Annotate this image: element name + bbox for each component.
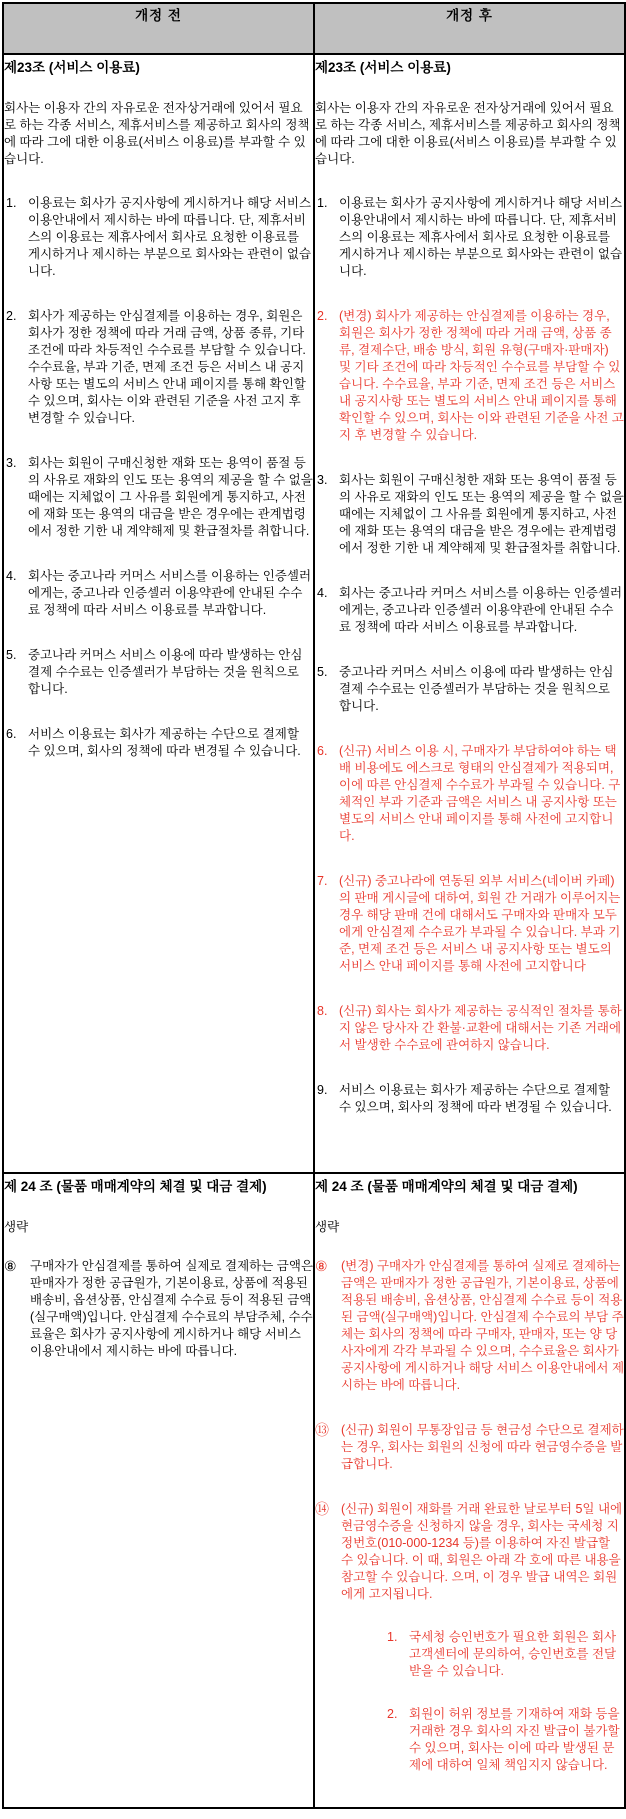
item-number: 6. bbox=[6, 727, 17, 741]
item-number: 1. bbox=[317, 196, 328, 210]
article-title: 제 24 조 (물품 매매계약의 체결 및 대금 결제) bbox=[315, 1179, 578, 1194]
item-text: (신규) 서비스 이용 시, 구매자가 부담하여야 하는 택배 비용에도 에스크로 형태의 안심결제가 적용되며, 이에 따른 안심결제 수수료가 부과될 수 있습니다. 구체적인 부과 기준과 금액은 서비스 내 공지사항 또는 별도의 서비스 안내 페이지를 통해 사전에 고지합니다. bbox=[339, 744, 621, 843]
list-item bbox=[315, 195, 624, 280]
item-text: 회사는 중고나라 커머스 서비스를 이용하는 인증셀러에게는, 중고나라 인증셀러 이용약관에 안내된 수수료 정책에 따라 서비스 이용료를 부과합니다. bbox=[28, 569, 312, 617]
table-header-row bbox=[3, 3, 625, 54]
sub-list bbox=[385, 1629, 624, 1774]
item-number: 1. bbox=[6, 196, 17, 210]
list-item-changed bbox=[315, 1422, 624, 1473]
article-23-row bbox=[3, 54, 625, 1173]
omitted-note: 생략 bbox=[315, 1220, 340, 1234]
article-intro: 회사는 이용자 간의 자유로운 전자상거래에 있어서 필요로 하는 각종 서비스, 제휴서비스를 제공하고 회사의 정책에 따라 그에 대한 이용료(서비스 이용료)를 부과할 수 있습니다. bbox=[4, 101, 310, 166]
item-number: 5. bbox=[6, 648, 17, 662]
list-item bbox=[315, 664, 624, 715]
item-number: 6. bbox=[317, 744, 328, 758]
list-item-changed bbox=[315, 873, 624, 975]
list-item-changed bbox=[315, 743, 624, 845]
article-23-before-cell bbox=[3, 54, 314, 1173]
article-title: 제23조 (서비스 이용료) bbox=[315, 60, 451, 75]
subitem-text: 회원이 허위 정보를 기재하여 재화 등을 거래한 경우 회사의 자진 발급이 불가할 수 있으며, 회사는 이에 따라 발생된 문제에 대하여 일체 책임지지 않습니다. bbox=[409, 1707, 620, 1772]
item-text: 중고나라 커머스 서비스 이용에 따라 발생하는 안심결제 수수료는 인증셀러가 부담하는 것을 원칙으로 합니다. bbox=[28, 648, 303, 696]
list-item bbox=[4, 195, 313, 280]
item-text: (변경) 회사가 제공하는 안심결제를 이용하는 경우, 회원은 회사가 정한 정책에 따라 거래 금액, 상품 종류, 결제수단, 배송 방식, 회원 유형(구매자·판매자) 및 기타 조건에 따라 차등적인 수수료를 부담할 수 있습니다. 수수료율, 부과 기준, 면제 조건 등은 서비스 내 공지사항 또는 별도의 서비스 안내 페이지를 통해 확인할 수 있으며, 회사는 이와 관련된 기준을 사전 고지 후 변경할 수 있습니다. bbox=[339, 309, 624, 442]
header-after-cell: 개정 후 bbox=[314, 3, 625, 54]
list-item-changed bbox=[315, 1003, 624, 1054]
list-item bbox=[4, 455, 313, 540]
item-number: 4. bbox=[6, 569, 17, 583]
item-text: 회사는 회원이 구매신청한 재화 또는 용역이 품절 등의 사유로 재화의 인도 또는 용역의 제공을 할 수 없을 때에는 지체없이 그 사유를 회원에게 통지하고, 사전에 재화 또는 용역의 대금을 받은 경우에는 관계법령에서 정한 기한 내 계약해제 및 환급절차를 취합니다. bbox=[339, 473, 624, 555]
comparison-table bbox=[2, 2, 626, 1809]
item-text: 구매자가 안심결제를 통하여 실제로 결제하는 금액은 판매자가 정한 공급원가, 기본이용료, 상품에 적용된 배송비, 옵션상품, 안심결제 수수료 등이 적용된 금액(실구매액)입니다. 안심결제 수수료의 부담주체, 수수료율은 회사가 공지사항에 게시하거나 해당 서비스 이용안내에서 제시하는 바에 따릅니다. bbox=[30, 1259, 314, 1358]
list-item bbox=[315, 1082, 624, 1116]
item-text: 서비스 이용료는 회사가 제공하는 수단으로 결제할 수 있으며, 회사의 정책에 따라 변경될 수 있습니다. bbox=[339, 1083, 612, 1114]
subitem-text: 국세청 승인번호가 필요한 회원은 회사 고객센터에 문의하여, 승인번호를 전달받을 수 있습니다. bbox=[409, 1630, 617, 1678]
item-number-circled: ⑬ bbox=[315, 1422, 329, 1438]
item-text: (신규) 회사는 회사가 제공하는 공식적인 절차를 통하지 않은 당사자 간 환불·교환에 대해서는 기존 거래에서 발생한 수수료에 관여하지 않습니다. bbox=[339, 1004, 622, 1052]
article-23-after-cell bbox=[314, 54, 625, 1173]
omitted-note: 생략 bbox=[4, 1220, 29, 1234]
item-number: 4. bbox=[317, 586, 328, 600]
article-24-before-cell bbox=[3, 1173, 314, 1808]
item-number: 3. bbox=[317, 473, 328, 487]
sub-list-item bbox=[385, 1629, 624, 1680]
article-24-row bbox=[3, 1173, 625, 1808]
list-item bbox=[315, 585, 624, 636]
item-text: 이용료는 회사가 공지사항에 게시하거나 해당 서비스 이용안내에서 제시하는 바에 따릅니다. 단, 제휴서비스의 이용료는 제휴사에서 회사로 요청한 이용료를 게시하거나 제시하는 부분으로 회사와는 관련이 없습니다. bbox=[28, 196, 312, 278]
item-number: 9. bbox=[317, 1083, 328, 1097]
item-text: (신규) 회원이 재화를 거래 완료한 날로부터 5일 내에 현금영수증을 신청하지 않을 경우, 회사는 국세청 지정번호(010-000-1234 등)를 이용하여 자진 발급할 수 있습니다. 이 때, 회원은 아래 각 호에 따른 내용을 참고할 수 있습니다. 으며, 이 경우 발급 내역은 회원에게 고지됩니다. bbox=[341, 1502, 623, 1601]
item-text: 이용료는 회사가 공지사항에 게시하거나 해당 서비스 이용안내에서 제시하는 바에 따릅니다. 단, 제휴서비스의 이용료는 제휴사에서 회사로 요청한 이용료를 게시하거나 제시하는 부분으로 회사와는 관련이 없습니다. bbox=[339, 196, 623, 278]
list-item bbox=[4, 1258, 313, 1360]
list-item bbox=[4, 568, 313, 619]
item-text: 서비스 이용료는 회사가 제공하는 수단으로 결제할 수 있으며, 회사의 정책에 따라 변경될 수 있습니다. bbox=[28, 727, 301, 758]
list-item-changed bbox=[315, 1258, 624, 1394]
item-number-circled: ⑭ bbox=[315, 1501, 329, 1517]
item-number: 7. bbox=[317, 874, 328, 888]
item-number: 2. bbox=[6, 309, 17, 323]
list-item-changed bbox=[315, 1501, 624, 1774]
article-24-after-cell bbox=[314, 1173, 625, 1808]
sub-list-item bbox=[385, 1706, 624, 1774]
item-text: 회사는 회원이 구매신청한 재화 또는 용역이 품절 등의 사유로 재화의 인도 또는 용역의 제공을 할 수 없을 때에는 지체없이 그 사유를 회원에게 통지하고, 사전에 재화 또는 용역의 대금을 받은 경우에는 관계법령에서 정한 기한 내 계약해제 및 환급절차를 취합니다. bbox=[28, 456, 313, 538]
list-item bbox=[4, 308, 313, 427]
item-text: 중고나라 커머스 서비스 이용에 따라 발생하는 안심결제 수수료는 인증셀러가 부담하는 것을 원칙으로 합니다. bbox=[339, 665, 614, 713]
item-text: 회사는 중고나라 커머스 서비스를 이용하는 인증셀러에게는, 중고나라 인증셀러 이용약관에 안내된 수수료 정책에 따라 서비스 이용료를 부과합니다. bbox=[339, 586, 623, 634]
item-number: 5. bbox=[317, 665, 328, 679]
list-item bbox=[315, 472, 624, 557]
article-title: 제23조 (서비스 이용료) bbox=[4, 60, 140, 75]
subitem-number: 1. bbox=[387, 1630, 398, 1644]
item-number: 3. bbox=[6, 456, 17, 470]
item-number: 2. bbox=[317, 309, 328, 323]
item-text: (변경) 구매자가 안심결제를 통하여 실제로 결제하는 금액은 판매자가 정한 공급원가, 기본이용료, 상품에 적용된 배송비, 옵션상품, 안심결제 수수료 등이 적용된 금액(실구매액)입니다. 안심결제 수수료의 부담 주체는 회사의 정책에 따라 구매자, 판매자, 또는 양 당사자에게 각각 부과될 수 있으며, 수수료율은 회사가 공지사항에 게시하거나 해당 서비스 이용안내에서 제시하는 바에 따릅니다. bbox=[341, 1259, 625, 1392]
article-intro: 회사는 이용자 간의 자유로운 전자상거래에 있어서 필요로 하는 각종 서비스, 제휴서비스를 제공하고 회사의 정책에 따라 그에 대한 이용료(서비스 이용료)를 부과할 수 있습니다. bbox=[315, 101, 621, 166]
item-number-circled: ⑧ bbox=[4, 1258, 17, 1274]
subitem-number: 2. bbox=[387, 1707, 398, 1721]
item-number: 8. bbox=[317, 1004, 328, 1018]
item-text: (신규) 중고나라에 연동된 외부 서비스(네이버 카페)의 판매 게시글에 대하여, 회원 간 거래가 이루어지는 경우 해당 판매 건에 대해서도 구매자와 판매자 모두에게 안심결제 수수료가 부과될 수 있습니다. 부과 기준, 면제 조건 등은 서비스 내 공지사항 또는 별도의 서비스 안내 페이지를 통해 사전에 고지합니다 bbox=[339, 874, 621, 973]
header-before-cell: 개정 전 bbox=[3, 3, 314, 54]
item-text: 회사가 제공하는 안심결제를 이용하는 경우, 회원은 회사가 정한 정책에 따라 거래 금액, 상품 종류, 기타 조건에 따라 차등적인 수수료를 부담할 수 있습니다. 수수료율, 부과 기준, 면제 조건 등은 서비스 내 공지사항 또는 별도의 서비스 안내 페이지를 통해 확인할 수 있으며, 회사는 이와 관련된 기준을 사전 고지 후 변경할 수 있습니다. bbox=[28, 309, 306, 425]
list-item bbox=[4, 647, 313, 698]
item-text-with-sublist bbox=[341, 1501, 624, 1774]
article-title: 제 24 조 (물품 매매계약의 체결 및 대금 결제) bbox=[4, 1179, 267, 1194]
list-item bbox=[4, 726, 313, 760]
item-text: (신규) 회원이 무통장입금 등 현금성 수단으로 결제하는 경우, 회사는 회원의 신청에 따라 현금영수증을 발급합니다. bbox=[341, 1423, 624, 1471]
item-number-circled: ⑧ bbox=[315, 1258, 328, 1274]
list-item-changed bbox=[315, 308, 624, 444]
